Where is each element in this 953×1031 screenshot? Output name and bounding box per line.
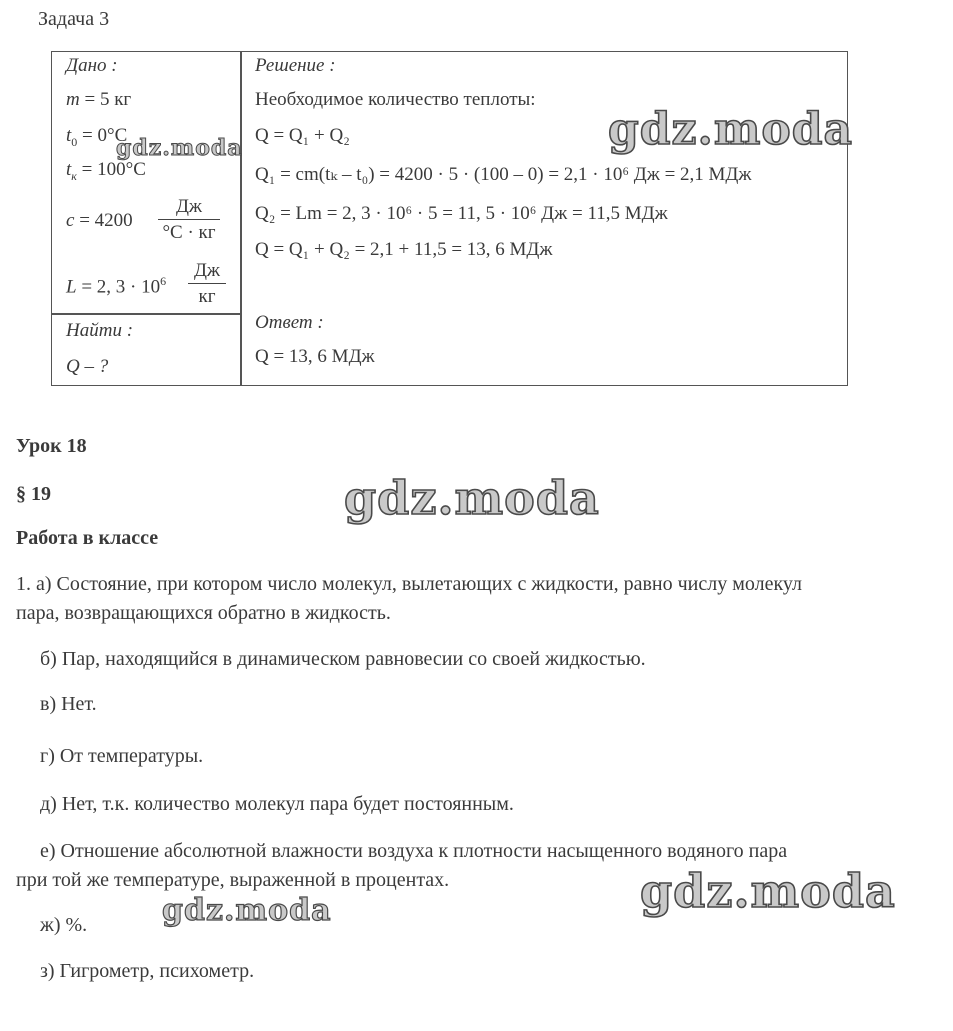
given-c-numerator: Дж: [175, 196, 203, 217]
given-header: Дано :: [66, 55, 118, 76]
item-z: з) Гигрометр, психометр.: [40, 960, 255, 982]
item-a-line1: 1. а) Состояние, при котором число молекул, вылетающих с жидкости, равно числу молекул: [16, 573, 802, 595]
watermark: gdz.moda: [608, 104, 854, 155]
answer-header: Ответ :: [255, 312, 324, 333]
lesson-heading: Урок 18: [16, 435, 87, 457]
given-tk: $t_к = 100^\circ C$: [66, 159, 146, 183]
watermark: gdz.moda: [116, 135, 243, 161]
solution-eq2: Q₁ = cm(tₖ – t₀) = 4200 · 5 · (100 – 0) = 2,1 · 10⁶ Дж = 2,1 МДж: [255, 164, 752, 185]
item-v: в) Нет.: [40, 693, 97, 715]
given-L-numerator: Дж: [193, 260, 221, 281]
watermark: gdz.moda: [344, 471, 600, 525]
find-header: Найти :: [66, 320, 134, 341]
given-t0: $t_0 = 0^\circ C$: [66, 125, 128, 149]
item-d: д) Нет, т.к. количество молекул пара будет постоянным.: [40, 793, 514, 815]
given-L-fraction: [188, 261, 226, 306]
solution-eq3: Q₂ = Lm = 2, 3 · 10⁶ · 5 = 11, 5 · 10⁶ Дж = 11,5 МДж: [255, 203, 668, 224]
item-zh: ж) %.: [40, 914, 88, 936]
paragraph-heading: § 19: [16, 483, 51, 505]
solution-header: Решение :: [255, 55, 336, 76]
given-mass: m = 5 кг: [66, 89, 132, 110]
given-L: L = 2, $3 \cdot 10^6$: [66, 274, 167, 298]
given-L-denominator: кг: [198, 286, 216, 307]
item-e-line2: при той же температуре, выраженной в процентах.: [16, 869, 450, 891]
given-c-denominator: °С · кг: [162, 222, 216, 243]
given-c-fraction: [158, 197, 220, 242]
item-g: г) От температуры.: [40, 745, 204, 767]
solution-eq4: Q = Q₁ + Q₂ = 2,1 + 11,5 = 13, 6 МДж: [255, 239, 553, 260]
find-unknown: Q – ?: [66, 356, 109, 377]
given-c: c = 4200: [66, 210, 133, 231]
answer-value: Q = 13, 6 МДж: [255, 346, 375, 367]
section-heading: Работа в классе: [16, 527, 159, 549]
watermark: gdz.moda: [162, 893, 332, 928]
table-divider-horizontal: [51, 313, 241, 315]
item-b: б) Пар, находящийся в динамическом равновесии со своей жидкостью.: [40, 648, 646, 670]
solution-eq1: Q = Q₁ + Q₂: [255, 125, 350, 146]
solution-intro: Необходимое количество теплоты:: [255, 89, 536, 110]
item-e-line1: е) Отношение абсолютной влажности воздуха к плотности насыщенного водяного пара: [40, 840, 788, 862]
watermark: gdz.moda: [640, 864, 896, 918]
task-title: Задача 3: [38, 8, 110, 30]
table-divider-vertical: [240, 51, 242, 386]
item-a-line2: пара, возвращающихся обратно в жидкость.: [16, 602, 391, 624]
